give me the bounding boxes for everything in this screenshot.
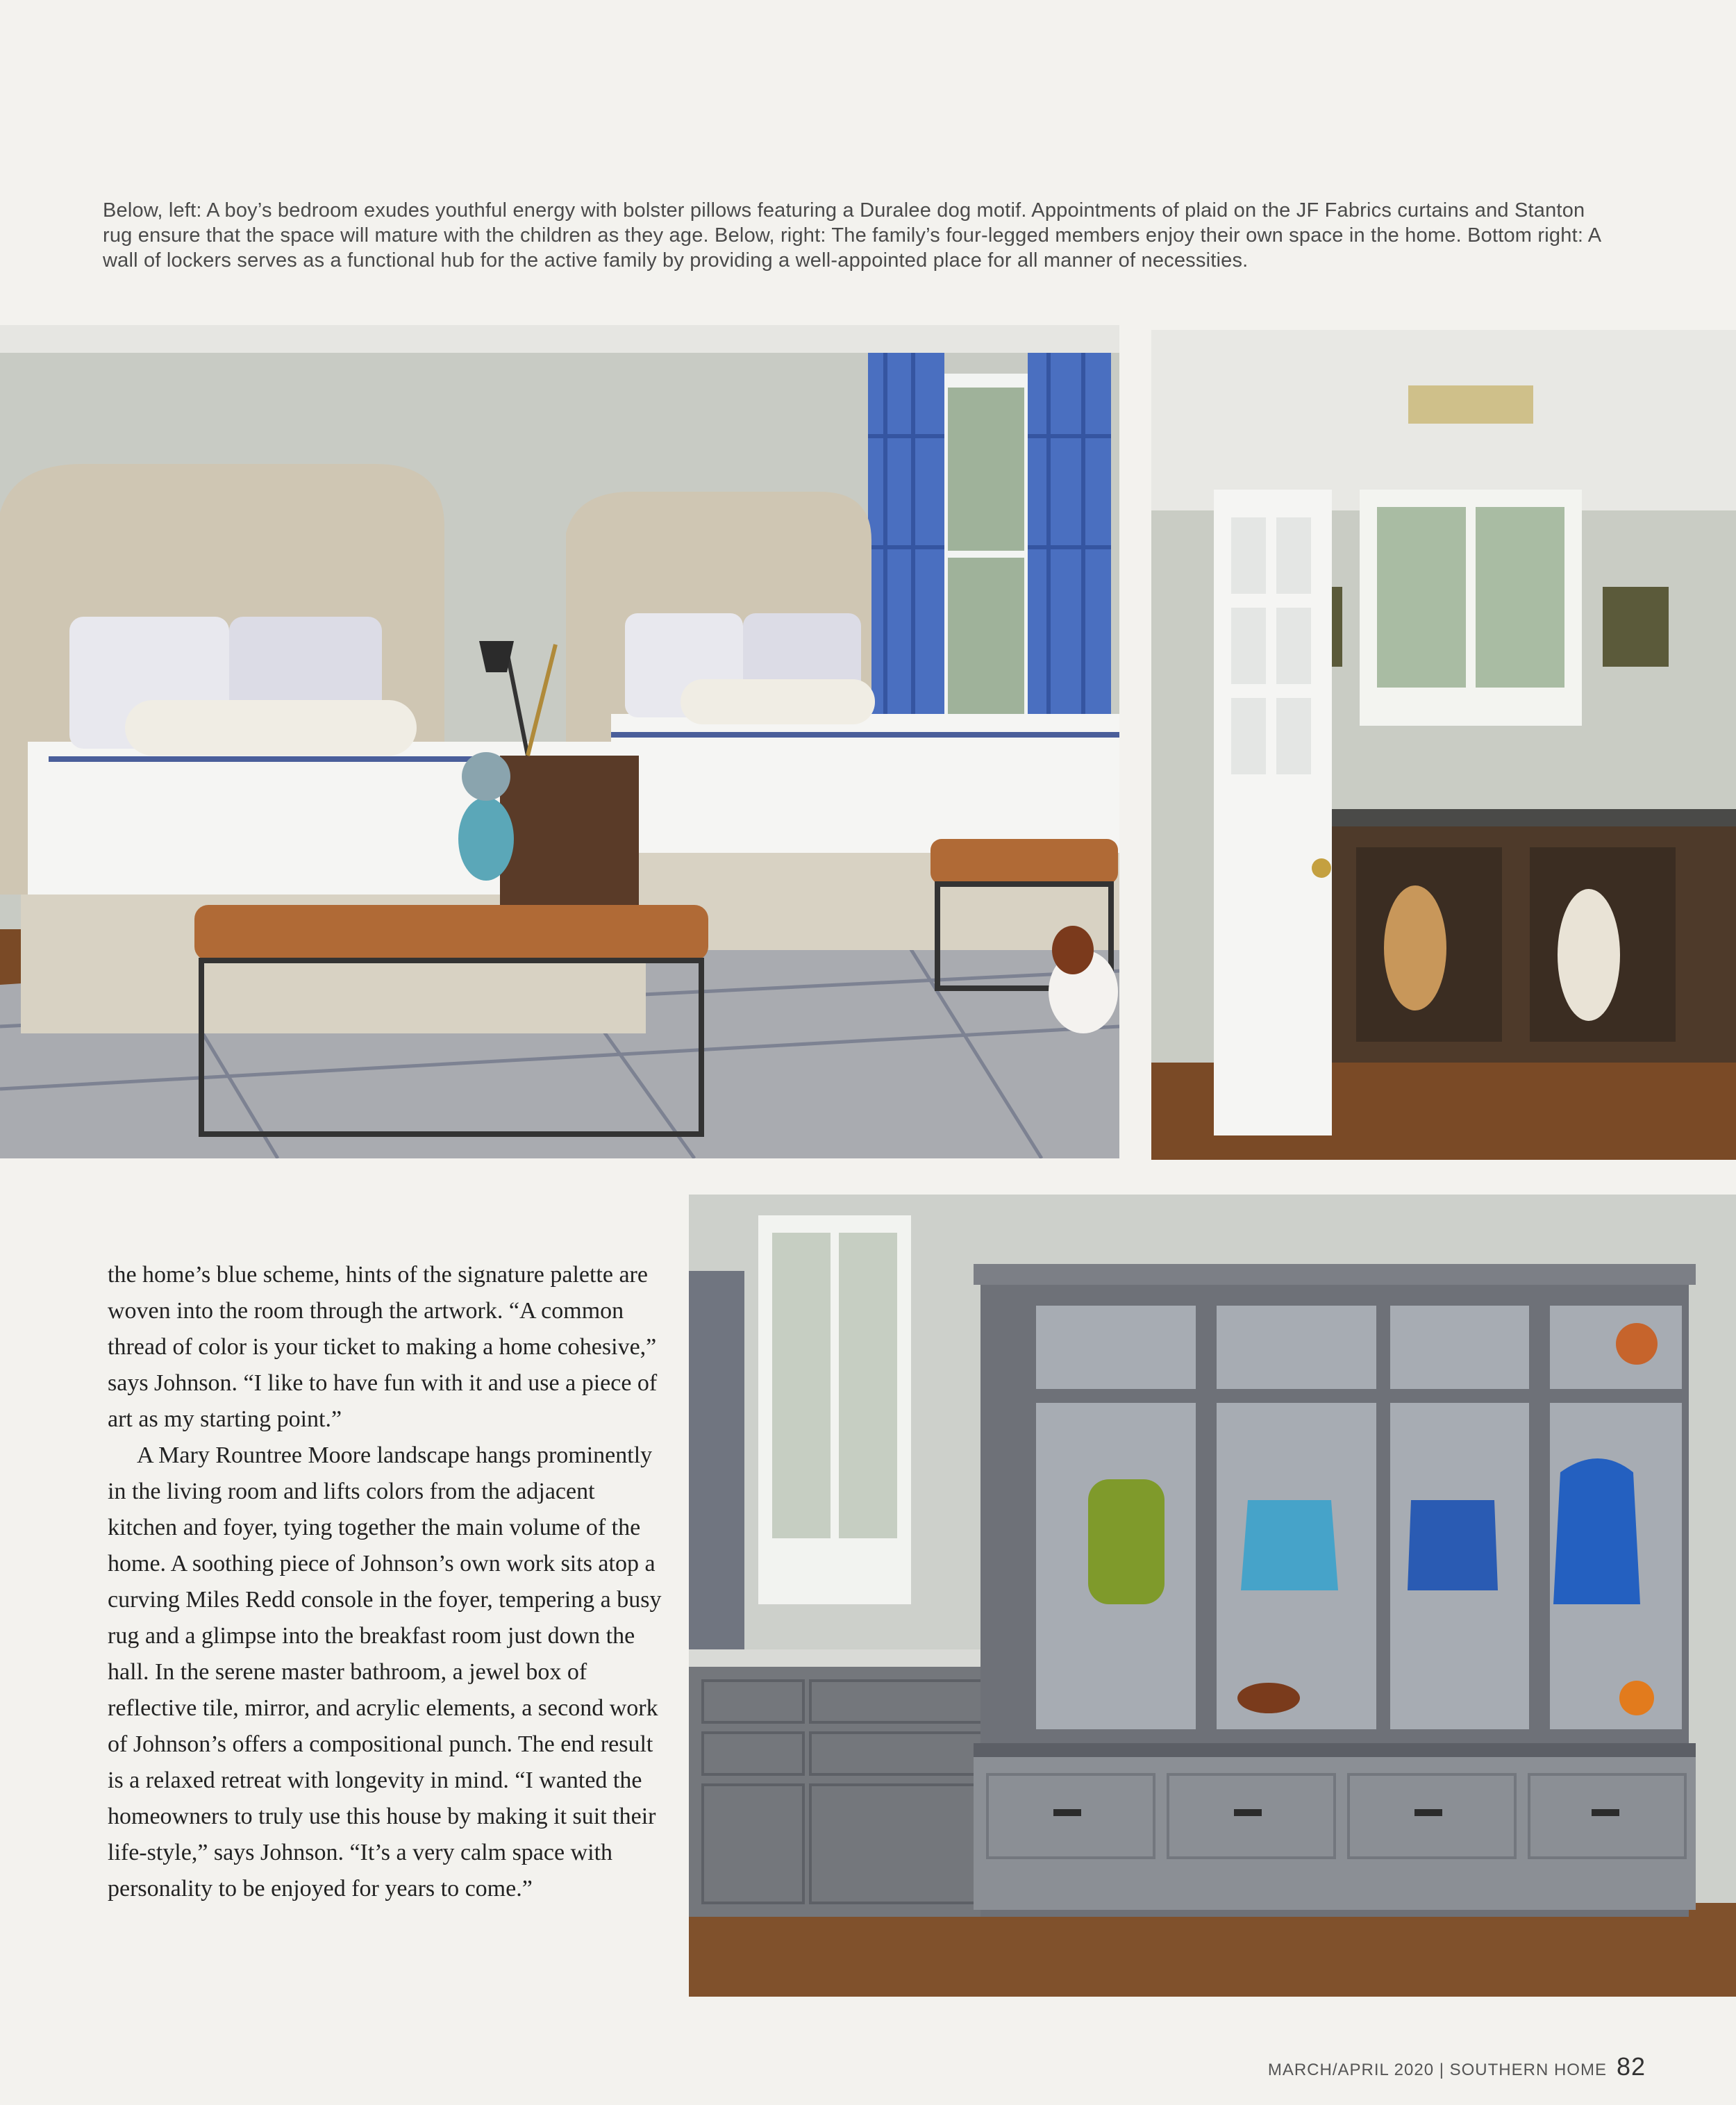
body-paragraph-2: A Mary Rountree Moore landscape hangs prominently in the living room and lifts colors from the adjacent kitchen and foyer, tying together the main volume of the home. A soothing piece of Johnson’s own work sits atop a curving Miles Redd console in the foyer, tempering a busy rug and a glimpse into the breakfast room just down the hall. In the serene master bathroom, a jewel box of reflective tile, mirror, and acrylic elements, a second work of Johnson’s offers a compositional punch. The end result is a relaxed retreat with longevity in mind. “I wanted the homeowners to truly use this house by making it suit their life-style,” says Johnson. “It’s a very calm space with personality to be enjoyed for years to come.”: [108, 1442, 662, 1902]
body-paragraph-1: the home’s blue scheme, hints of the signature palette are woven into the room through the artwork. “A common thread of color is your ticket to making a home cohesive,” says Johnson. “I like to have fun with it and use a piece of art as my starting point.”: [108, 1262, 658, 1432]
photo-caption: Below, left: A boy’s bedroom exudes youthful energy with bolster pillows featuring a Duralee dog motif. Appointments of plaid on the JF Fabrics curtains and Stanton rug ensure that the space will mature with the children as they age. Below, right: The family’s four-legged members enjoy their own space in the home. Bottom right: A wall of lockers serves as a functional hub for the active family by providing a well-appointed place for all manner of necessities.: [103, 199, 1601, 272]
bedroom-illustration: [0, 325, 1119, 1158]
page-footer: [1268, 2052, 1646, 2081]
issue-label: MARCH/APRIL 2020 | SOUTHERN HOME: [1267, 2061, 1607, 2079]
dog-room-illustration: [1151, 330, 1736, 1160]
article-body: [108, 1257, 663, 1907]
page-number: 82: [1616, 2052, 1646, 2081]
lockers-photo: [689, 1195, 1736, 1997]
bedroom-photo: [0, 325, 1119, 1158]
lockers-illustration: [689, 1195, 1736, 1997]
dog-room-photo: [1151, 330, 1736, 1160]
